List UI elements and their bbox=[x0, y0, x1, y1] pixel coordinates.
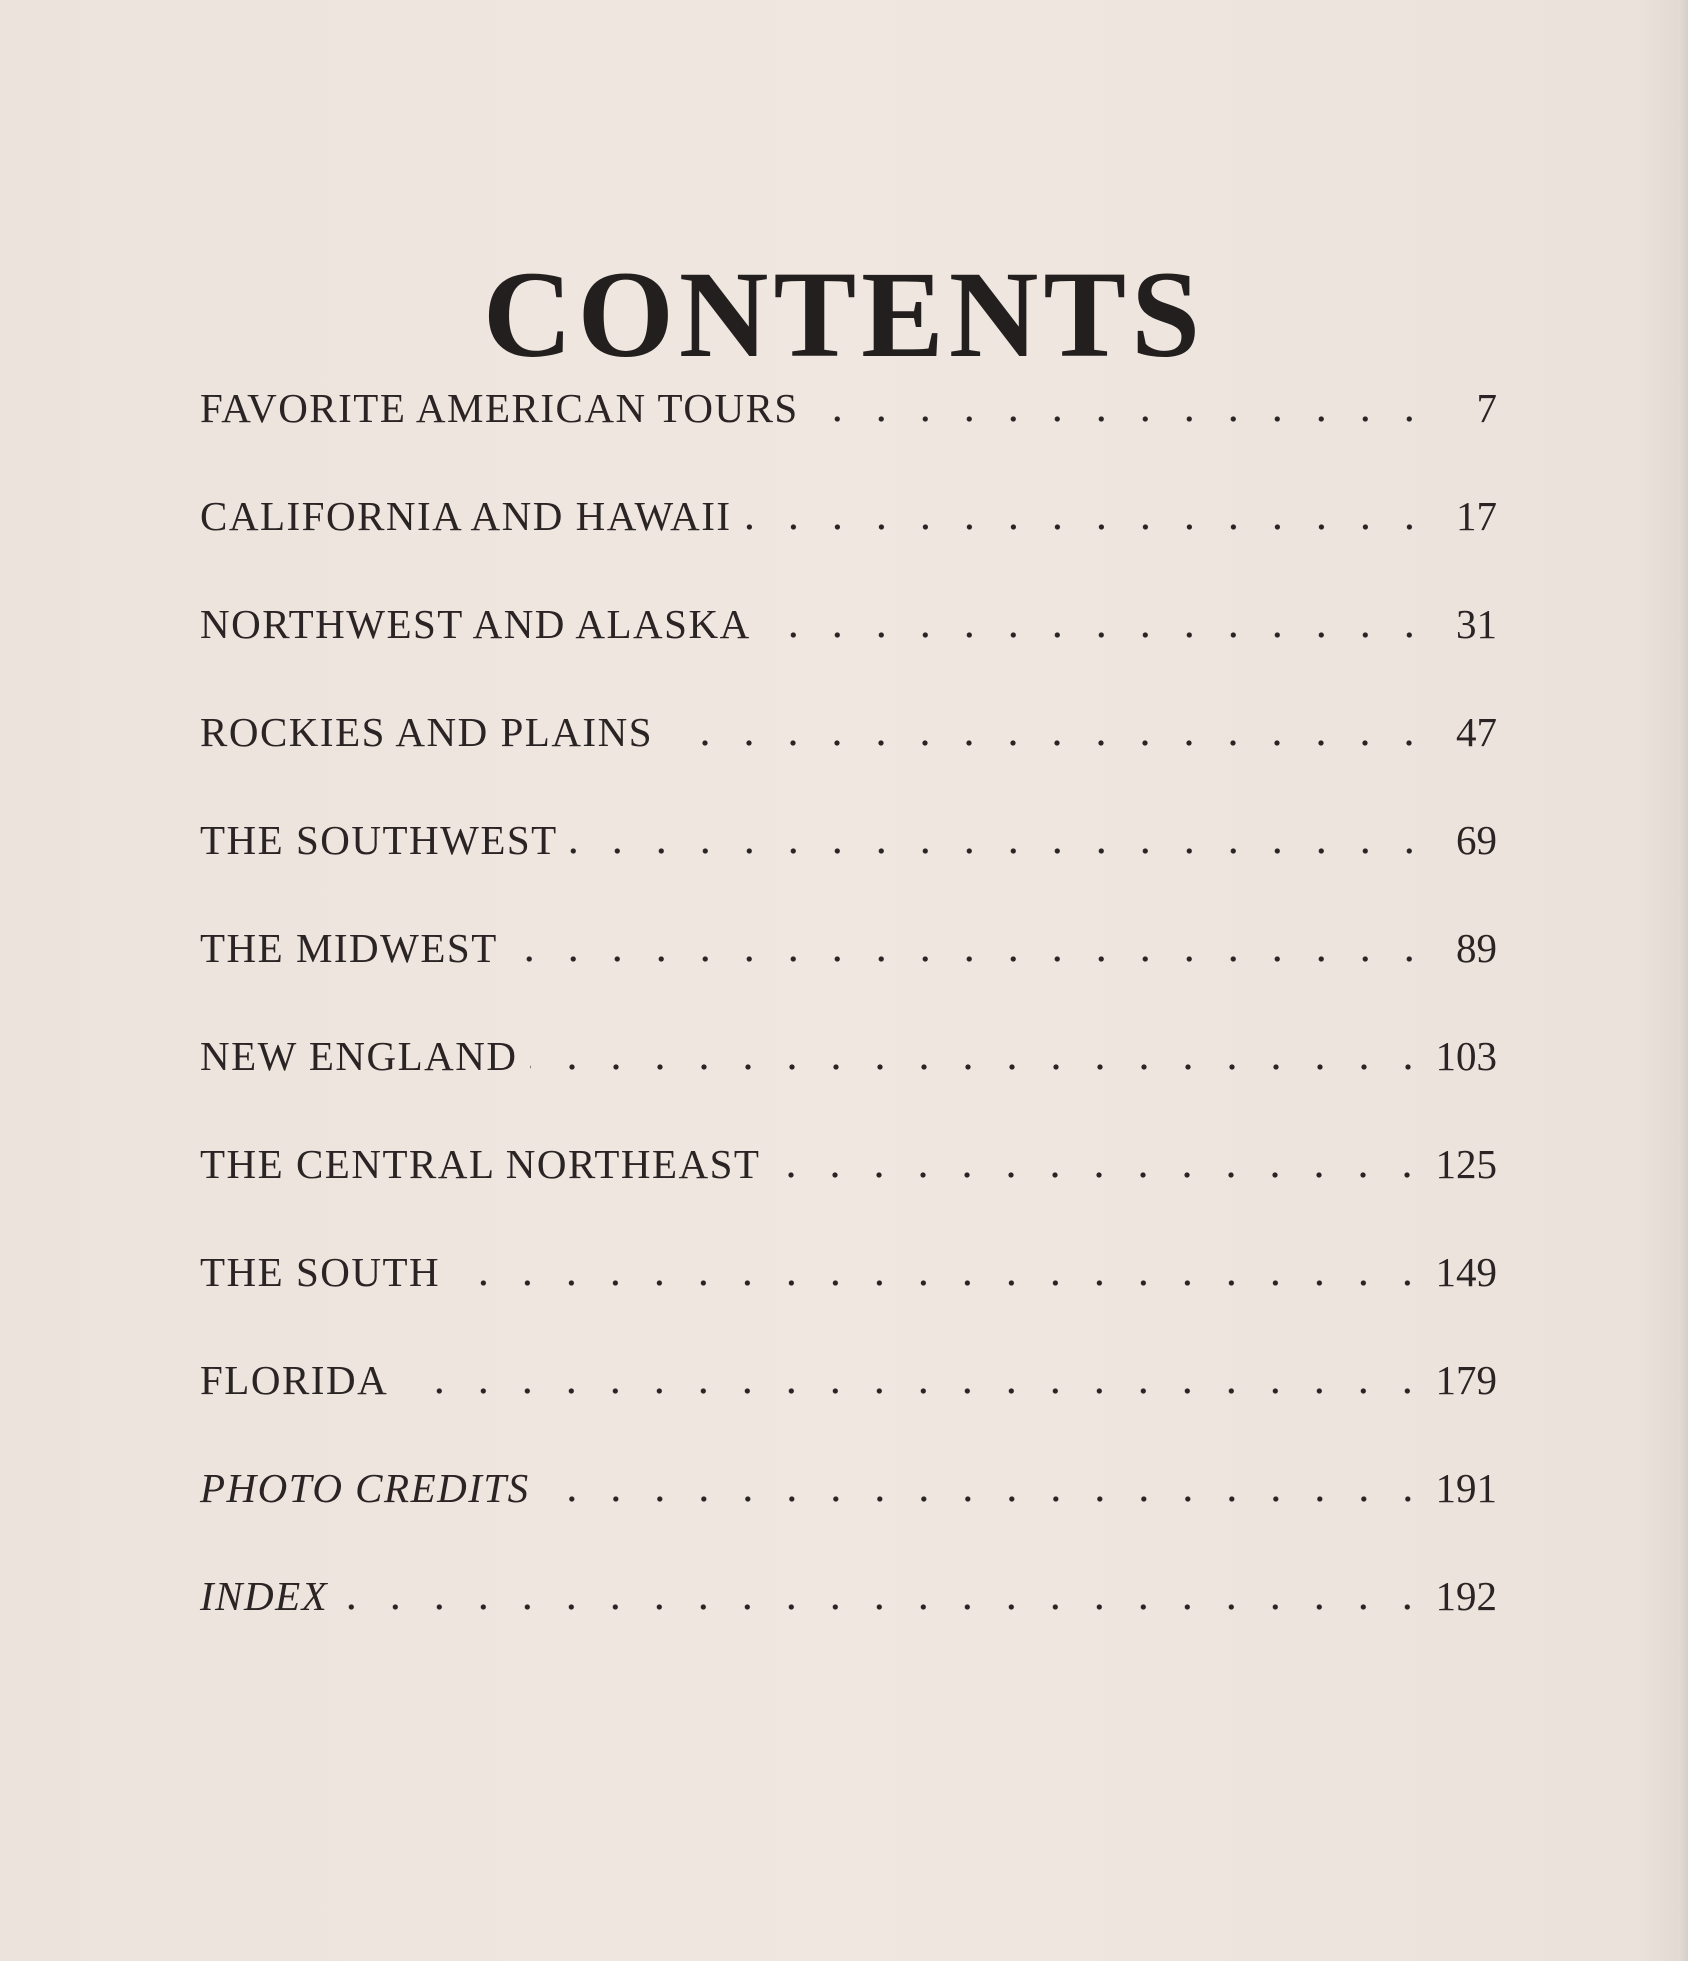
toc-entry bbox=[200, 384, 1497, 492]
toc-entry-page-number: 69 bbox=[1456, 817, 1497, 863]
toc-entry-page-number: 191 bbox=[1435, 1465, 1497, 1511]
toc-entry-page-number: 31 bbox=[1456, 601, 1497, 647]
dot-leader bbox=[763, 632, 1431, 638]
toc-entry-page-number: 17 bbox=[1456, 493, 1497, 539]
dot-leader bbox=[744, 524, 1431, 530]
toc-entry bbox=[200, 708, 1497, 816]
toc-entry-page-number: 179 bbox=[1435, 1357, 1497, 1403]
toc-entry-page-number: 89 bbox=[1456, 925, 1497, 971]
toc-entry-label: THE SOUTHWEST bbox=[200, 817, 558, 863]
toc-entry-label: ROCKIES AND PLAINS bbox=[200, 709, 653, 755]
toc-entry-page-number: 47 bbox=[1456, 709, 1497, 755]
toc-entry-label: PHOTO CREDITS bbox=[200, 1465, 530, 1511]
dot-leader bbox=[400, 1388, 1429, 1394]
dot-leader bbox=[811, 416, 1431, 422]
toc-entry-label: FLORIDA bbox=[200, 1357, 389, 1403]
toc-entry-page-number: 125 bbox=[1435, 1141, 1497, 1187]
toc-entry bbox=[200, 1248, 1497, 1356]
toc-entry bbox=[200, 1032, 1497, 1140]
toc-entry bbox=[200, 492, 1497, 600]
toc-entry-page-number: 7 bbox=[1476, 385, 1497, 431]
toc-entry bbox=[200, 924, 1497, 1032]
toc-entry-page-number: 149 bbox=[1435, 1249, 1497, 1295]
toc-entry-page-number: 103 bbox=[1435, 1033, 1497, 1079]
dot-leader bbox=[452, 1280, 1429, 1286]
toc-entry bbox=[200, 600, 1497, 708]
page-title: CONTENTS bbox=[482, 246, 1206, 384]
dot-leader bbox=[340, 1604, 1429, 1610]
toc-entry-label: NEW ENGLAND bbox=[200, 1033, 518, 1079]
toc-entry bbox=[200, 816, 1497, 924]
dot-leader bbox=[665, 740, 1431, 746]
toc-entry-label: NORTHWEST AND ALASKA bbox=[200, 601, 751, 647]
dot-leader bbox=[510, 956, 1431, 962]
toc-entry bbox=[200, 1572, 1497, 1680]
toc-entry-label: FAVORITE AMERICAN TOURS bbox=[200, 385, 799, 431]
dot-leader bbox=[530, 1064, 1430, 1070]
toc-entry bbox=[200, 1140, 1497, 1248]
toc-entry bbox=[200, 1464, 1497, 1572]
table-of-contents bbox=[200, 384, 1497, 1680]
dot-leader bbox=[772, 1172, 1429, 1178]
toc-entry-label: THE CENTRAL NORTHEAST bbox=[200, 1141, 761, 1187]
toc-entry-label: THE SOUTH bbox=[200, 1249, 441, 1295]
toc-entry-label: CALIFORNIA AND HAWAII bbox=[200, 493, 732, 539]
dot-leader bbox=[542, 1496, 1430, 1502]
toc-entry-page-number: 192 bbox=[1435, 1573, 1497, 1619]
toc-entry bbox=[200, 1356, 1497, 1464]
toc-entry-label: INDEX bbox=[200, 1573, 329, 1619]
dot-leader bbox=[570, 848, 1431, 854]
toc-entry-label: THE MIDWEST bbox=[200, 925, 498, 971]
